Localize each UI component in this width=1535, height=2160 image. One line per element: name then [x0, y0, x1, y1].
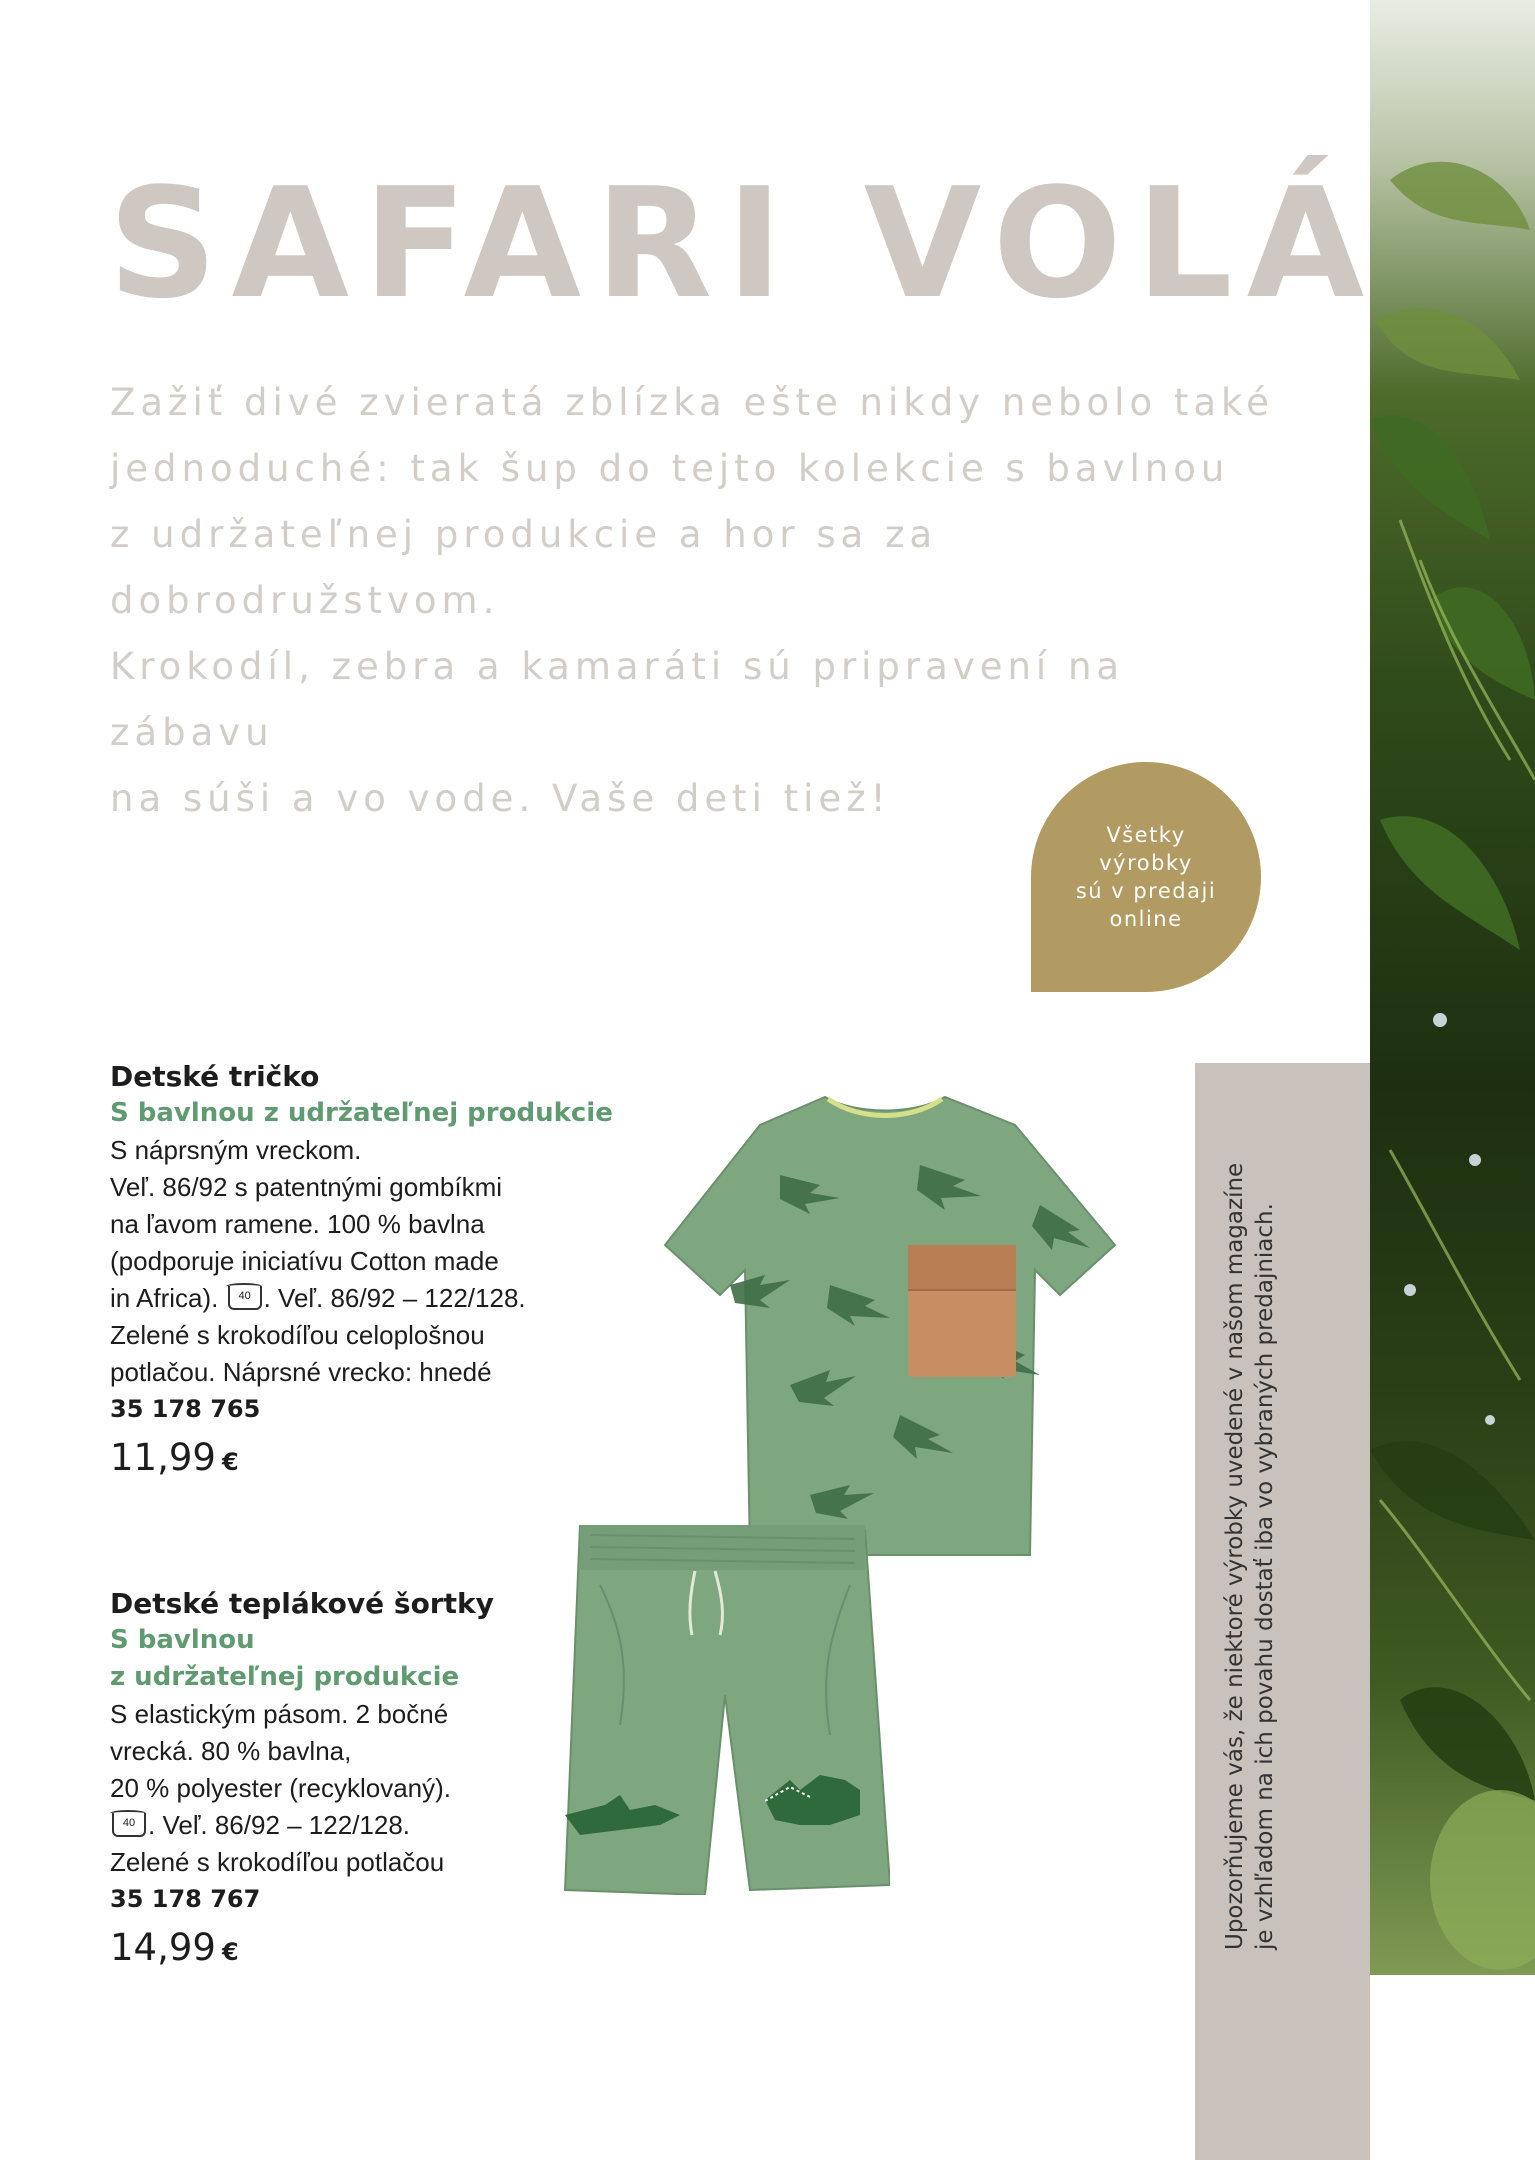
notice-line: je vzhľadom na ich povahu dostať iba vo vybraných predajniach. — [1252, 1203, 1278, 1950]
badge-line: výrobky — [1099, 851, 1193, 875]
wash-line-post: . Veľ. 86/92 – 122/128. — [148, 1810, 411, 1840]
product-price — [110, 1924, 670, 1976]
product-wash-line — [110, 1280, 670, 1317]
intro-line: z udržateľnej produkcie a hor sa za dobrodružstvom. — [110, 513, 938, 622]
product-subtitle: S bavlnou z udržateľnej produkcie — [110, 1098, 613, 1128]
wash-line-post: . Veľ. 86/92 – 122/128. — [263, 1283, 526, 1313]
jungle-foliage-image — [1370, 0, 1535, 1975]
price-value: 14,99 — [110, 1926, 216, 1969]
product-subtitle: z udržateľnej produkcie — [110, 1662, 460, 1692]
intro-line: Zažiť divé zvieratá zblízka ešte nikdy nebolo také — [110, 381, 1274, 424]
shorts-image — [560, 1525, 890, 1895]
intro-line: Krokodíl, zebra a kamaráti sú pripravení na zábavu — [110, 645, 1125, 754]
notice-line: Upozorňujeme vás, že niektoré výrobky uvedené v našom magazíne — [1222, 1162, 1248, 1950]
product-desc-line: Zelené s krokodíľou potlačou — [110, 1847, 445, 1877]
product-desc-line: vrecká. 80 % bavlna, — [110, 1736, 352, 1766]
product-desc-line: potlačou. Náprsné vrecko: hnedé — [110, 1357, 492, 1387]
product-name: Detské teplákové šortky — [110, 1587, 494, 1620]
product-price — [110, 1434, 670, 1486]
badge-line: sú v predaji — [1075, 879, 1217, 903]
intro-paragraph — [110, 370, 1290, 832]
availability-notice — [1220, 1100, 1280, 1950]
wash-40-icon: 40 — [228, 1286, 262, 1310]
product-code: 35 178 767 — [110, 1885, 261, 1913]
badge-line: online — [1109, 907, 1183, 931]
wash-40-icon: 40 — [112, 1813, 146, 1837]
price-value: 11,99 — [110, 1436, 216, 1479]
page-title: SAFARI VOLÁ — [108, 155, 1379, 332]
online-badge — [1031, 762, 1261, 992]
product-desc-line: Zelené s krokodíľou celoplošnou — [110, 1320, 485, 1350]
product-name: Detské tričko — [110, 1060, 320, 1093]
product-code: 35 178 765 — [110, 1395, 261, 1423]
badge-line: Všetky — [1106, 823, 1186, 847]
product-desc-line: na ľavom ramene. 100 % bavlna — [110, 1209, 485, 1239]
tshirt-image — [660, 1085, 1120, 1565]
intro-line: jednoduché: tak šup do tejto kolekcie s bavlnou — [110, 447, 1230, 490]
product-subtitle: S bavlnou — [110, 1625, 255, 1655]
wash-line-pre: in Africa). — [110, 1283, 219, 1313]
price-currency: € — [221, 1448, 239, 1476]
intro-line: na súši a vo vode. Vaše deti tiež! — [110, 777, 891, 820]
product-desc-line: S náprsným vreckom. — [110, 1135, 362, 1165]
jungle-photo — [1370, 0, 1535, 1975]
product-desc-line: 20 % polyester (recyklovaný). — [110, 1773, 452, 1803]
product-desc-line: (podporuje iniciatívu Cotton made — [110, 1246, 499, 1276]
product-desc-line: Veľ. 86/92 s patentnými gombíkmi — [110, 1172, 503, 1202]
availability-notice-text — [1220, 1100, 1280, 1950]
product-desc-line: S elastickým pásom. 2 bočné — [110, 1699, 449, 1729]
price-currency: € — [221, 1938, 239, 1966]
product-tshirt — [110, 1058, 670, 1486]
